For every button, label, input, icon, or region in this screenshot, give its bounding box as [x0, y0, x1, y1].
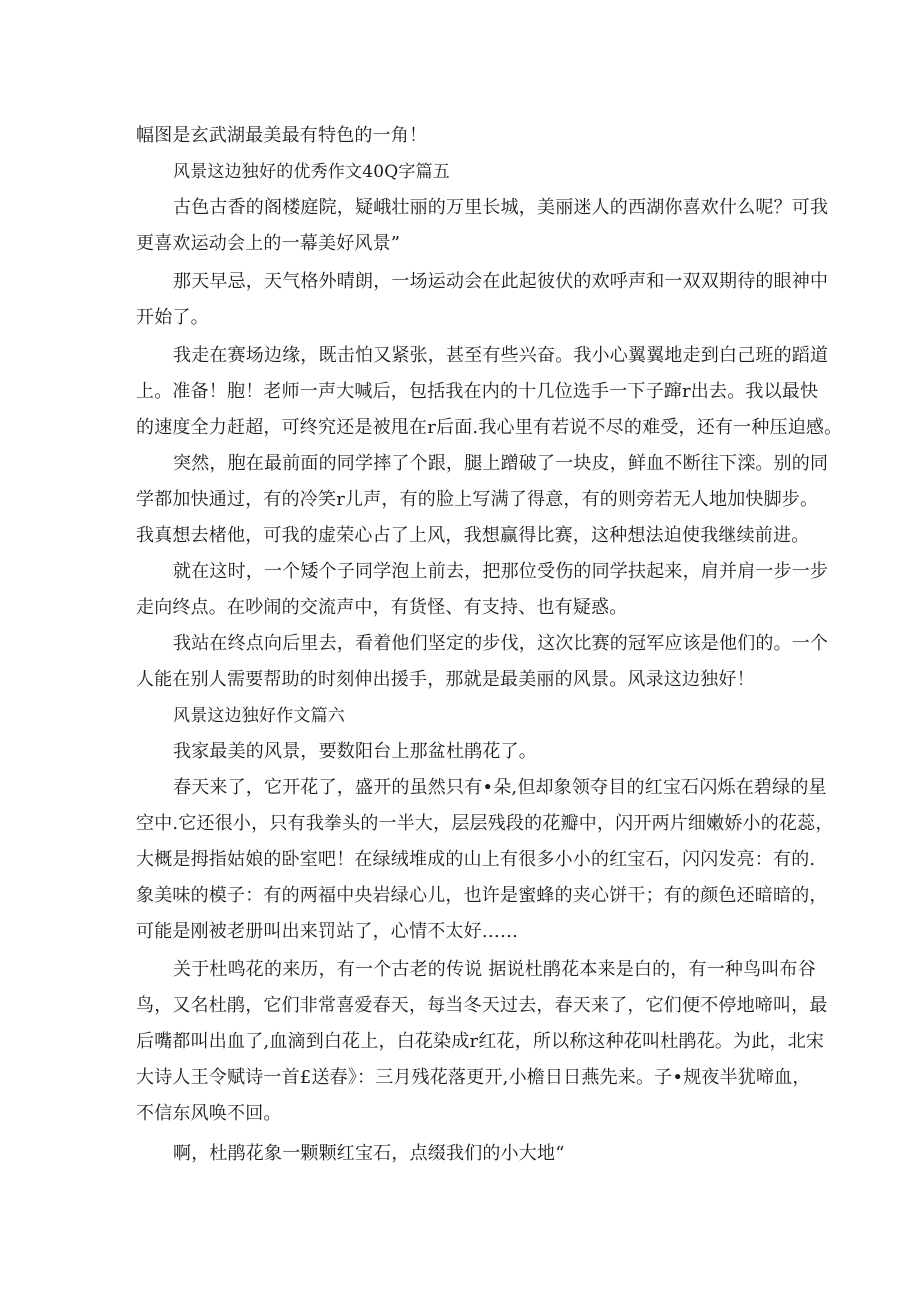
- text-line: 不信东风唤不回。: [136, 1103, 282, 1124]
- text-line: 大概是拇指姑娘的卧室吧！在绿绒堆成的山上有很多小小的红宝石，闪闪发亮：有的.: [136, 849, 816, 870]
- text-line: 啊，杜鹃花象一颗颗红宝石，点缀我们的小大地“: [173, 1143, 565, 1164]
- text-line: 古色古香的阁楼庭院，疑峨壮丽的万里长城，美丽迷人的西湖你喜欢什么呢？可我: [173, 197, 829, 218]
- text-line: 象美味的模子：有的两福中央岩绿心儿，也许是蜜蜂的夹心饼干；有的颜色还暗暗的，: [136, 885, 828, 906]
- text-line: 就在这时，一个矮个子同学泡上前去，把那位受伤的同学扶起来，肩并肩一步一步: [173, 561, 829, 582]
- text-line: 我真想去楮他，可我的虚荣心占了上风，我想赢得比赛，这种想法迫使我继续前进。: [136, 525, 810, 546]
- text-line: 走向终点。在吵闹的交流声中，有货怪、有支持、也有疑惑。: [136, 597, 628, 618]
- text-line: 后嘴都叫出血了,血滴到白花上，白花染成r红花，所以称这种花叫杜鹃花。为此，北宋: [136, 1031, 825, 1052]
- text-line: 我家最美的风景，要数阳台上那盆杜鹃花了。: [173, 741, 537, 762]
- text-line: 幅图是玄武湖最美最有特色的一角！: [136, 125, 428, 146]
- text-line: 大诗人王令赋诗一首£送春》：三月残花落更开,小檐日日燕先来。子•规夜半犹啼血，: [136, 1067, 811, 1088]
- text-line: 开始了。: [136, 307, 209, 328]
- text-line: 学都加快通过，有的冷笑r儿声，有的脸上写满了得意，有的则旁若无人地加快脚步。: [136, 489, 819, 510]
- text-line: 上。准备！胞！老师一声大喊后，包括我在内的十几位选手一下子蹿r出去。我以最快: [136, 381, 819, 402]
- text-line: 我站在终点向后里去，看着他们坚定的步伐，这次比赛的冠军应该是他们的。一个: [173, 633, 829, 654]
- text-line: 突然，胞在最前面的同学摔了个跟，腿上蹭破了一块皮，鲜血不断往下滦。别的同: [173, 453, 829, 474]
- text-line: 鸟，又名杜鹃，它们非常喜爱春天，每当冬天过去，春天来了，它们便不停地啼叫，最: [136, 995, 828, 1016]
- text-line: 空中.它还很小，只有我拳头的一半大，层层残段的花瓣中，闪开两片细嫩娇小的花蕊，: [136, 813, 834, 834]
- text-line: 可能是刚被老册叫出来罚站了，心情不太好……: [136, 921, 519, 942]
- section-heading: 风景这边独好作文篇六: [173, 706, 345, 726]
- text-line: 春天来了，它开花了，盛开的虽然只有•朵,但却象领夺目的红宝石闪烁在碧绿的星: [173, 777, 827, 798]
- text-line: 人能在别人需要帮助的时刻伸出援手，那就是最美丽的风景。风录这边独好！: [136, 669, 755, 690]
- text-line: 我走在赛场边缘，既击怕又紧张，甚至有些兴奋。我小心翼翼地走到白己班的蹈道: [173, 345, 829, 366]
- text-line: 关于杜鸣花的来历，有一个古老的传说 据说杜鹃花本来是白的，有一种鸟叫布谷: [173, 959, 816, 980]
- text-line: 更喜欢运动会上的一幕美好风景”: [136, 233, 401, 254]
- document-page: [136, 118, 843, 1172]
- section-heading: 风景这边独好的优秀作文40Q字篇五: [173, 162, 450, 182]
- text-line: 的速度全力赶超，可终究还是被甩在r后面.我心里有若说不尽的难受，还有一种压迫感。: [136, 417, 843, 438]
- text-line: 那天早忌，天气格外晴朗，一场运动会在此起彼伏的欢呼声和一双双期待的眼神中: [173, 271, 829, 292]
